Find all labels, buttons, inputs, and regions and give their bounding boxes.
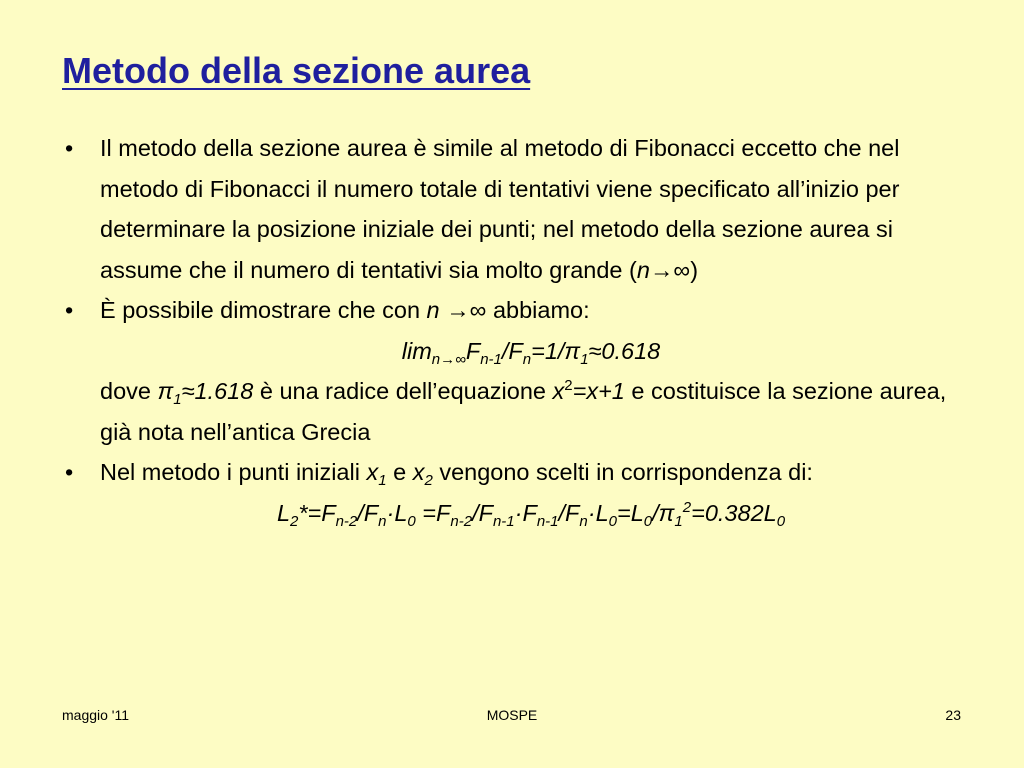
bullet-item-3 bbox=[62, 452, 962, 493]
bullet-dot: • bbox=[65, 459, 74, 485]
bullet-3-sub1: 1 bbox=[378, 472, 387, 489]
bullet-2-arrow: →∞ bbox=[439, 297, 487, 323]
f2-part: ·F bbox=[514, 499, 537, 526]
formula-limit bbox=[62, 331, 962, 372]
page-number: 23 bbox=[945, 707, 961, 723]
f2-sub: 0 bbox=[407, 512, 416, 530]
dove-eq: =x+1 bbox=[572, 378, 625, 404]
f2-part: /F bbox=[472, 499, 493, 526]
bullet-item-2 bbox=[62, 290, 962, 331]
formula-tail: ≈0.618 bbox=[588, 337, 661, 364]
bullet-3-and: e bbox=[386, 459, 413, 485]
dove-x: x bbox=[552, 378, 565, 404]
bullet-1-arrow: →∞ bbox=[649, 256, 691, 283]
f2-sub: 0 bbox=[608, 512, 617, 530]
f2-part: *=F bbox=[298, 499, 336, 526]
f2-part: ·L bbox=[587, 499, 609, 526]
formula-rest: =1/π bbox=[531, 337, 581, 364]
bullet-3-sub2: 2 bbox=[424, 472, 433, 489]
f2-sub: n bbox=[579, 512, 588, 530]
slide-body bbox=[62, 128, 962, 533]
bullet-3-x2: x bbox=[412, 459, 425, 485]
f2-sub: n-2 bbox=[335, 512, 358, 530]
f2-part: ·L bbox=[386, 499, 408, 526]
f2-part: /F bbox=[357, 499, 379, 526]
formula-lim-sub: n→∞ bbox=[431, 350, 466, 368]
f2-part: /F bbox=[558, 499, 580, 526]
formula-sub-n1: n-1 bbox=[480, 350, 502, 368]
footer-title: MOSPE bbox=[486, 707, 538, 723]
f2-sub: 1 bbox=[674, 512, 683, 530]
f2-sub: 0 bbox=[776, 512, 786, 530]
dove-middle: è una radice dell’equazione bbox=[253, 378, 553, 404]
formula-l2 bbox=[62, 493, 962, 534]
bullet-3-text: Nel metodo i punti iniziali bbox=[100, 459, 367, 485]
dove-approx: ≈1.618 bbox=[181, 378, 254, 404]
f2-sub: n-1 bbox=[492, 512, 515, 530]
dove-paragraph bbox=[62, 371, 962, 452]
f2-sup: 2 bbox=[682, 498, 692, 516]
dove-word: dove bbox=[100, 378, 158, 404]
formula-sub-1: 1 bbox=[580, 350, 589, 368]
f2-part: =L bbox=[617, 499, 644, 526]
bullet-1-close: ) bbox=[690, 256, 699, 283]
footer-date: maggio '11 bbox=[62, 707, 130, 723]
f2-part: =F bbox=[415, 499, 451, 526]
bullet-dot: • bbox=[65, 135, 74, 161]
formula-lim: lim bbox=[401, 337, 432, 364]
slide-title: Metodo della sezione aurea bbox=[62, 50, 531, 91]
bullet-item-1 bbox=[62, 128, 962, 290]
dove-pi-sub: 1 bbox=[173, 391, 182, 408]
bullet-3-x1: x bbox=[366, 459, 379, 485]
dove-end: e costituisce la sezione aurea, già nota nell’antica Grecia bbox=[100, 378, 947, 445]
bullet-2-n: n bbox=[426, 297, 440, 323]
dove-exp: 2 bbox=[564, 377, 573, 394]
bullet-2-text: È possibile dimostrare che con bbox=[100, 297, 427, 323]
f2-part: /π bbox=[652, 499, 675, 526]
bullet-1-text: Il metodo della sezione aurea è simile al metodo di Fibonacci eccetto che nel metodo di Fibonacci il numero totale di tentativi viene specificato all’inizio per determinare la posizione iniziale dei punti; nel metodo della sezione aurea si assume che il numero di tentativi sia molto grande ( bbox=[100, 135, 900, 283]
f2-sub: n-1 bbox=[536, 512, 559, 530]
dove-pi: π bbox=[157, 378, 174, 404]
bullet-dot: • bbox=[65, 297, 74, 323]
f2-part: L bbox=[276, 499, 291, 526]
bullet-2-end: abbiamo: bbox=[486, 297, 590, 323]
f2-part: =0.382L bbox=[691, 499, 777, 526]
bullet-1-n: n bbox=[636, 256, 650, 283]
f2-sub: n-2 bbox=[450, 512, 473, 530]
f2-sub: 2 bbox=[290, 512, 299, 530]
bullet-3-end: vengono scelti in corrispondenza di: bbox=[432, 459, 813, 485]
f2-sub: n bbox=[378, 512, 387, 530]
f2-sub: 0 bbox=[643, 512, 653, 530]
formula-sub-n: n bbox=[522, 350, 532, 368]
formula-slash: /F bbox=[501, 337, 523, 364]
formula-f: F bbox=[465, 337, 481, 364]
